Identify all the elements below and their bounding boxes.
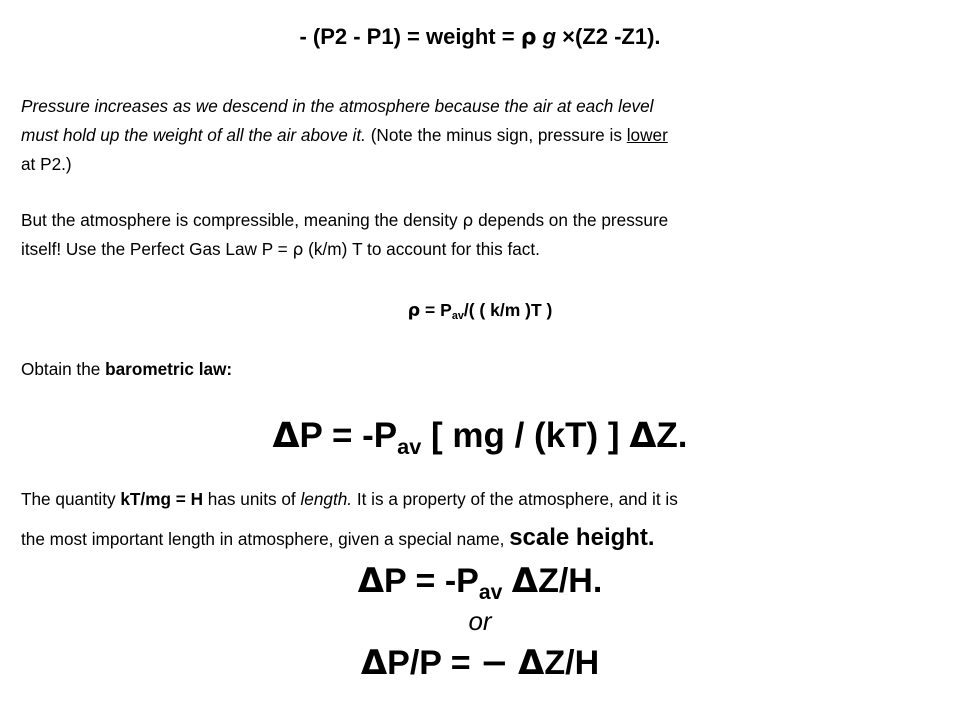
para1-line3: at P2.) [21,154,72,174]
eq-text: /( ( k/m )T ) [463,300,553,320]
para1-italic: must hold up the weight of all the air above it. [21,125,366,145]
hydrostatic-equation [0,26,960,49]
ratio-equation [0,643,960,683]
subscript-av: av [478,580,503,604]
barometric-law-term: barometric law: [105,359,233,379]
rho-symbol: ρ [292,240,304,260]
scale-height-definition: kT/mg = H [120,489,203,509]
eq-text: [ mg / (kT) ] [421,416,630,455]
para1-line2 [21,127,668,144]
obtain-text: Obtain the [21,359,106,379]
para1-underlined: lower [626,125,668,145]
para3-text: The quantity [21,489,121,509]
scale-height-equation [0,561,960,604]
para3-line1 [21,491,678,508]
para1-plain: (Note the minus sign, pressure is [365,125,627,145]
eq-text [502,562,511,600]
density-equation [0,302,960,321]
para2-line2 [21,241,540,259]
barometric-equation [0,416,960,459]
para1-line1: Pressure increases as we descend in the atmosphere because the air at each level [21,96,654,116]
eq-text: P/P = [387,644,481,682]
delta-symbol: Δ [357,561,385,601]
g-symbol: g [536,24,563,49]
delta-symbol: Δ [360,643,388,683]
obtain-line [21,361,232,378]
para3-text: has units of [203,489,301,509]
para3-text: It is a property of the atmosphere, and it is [352,489,678,509]
para2-text-c: itself! Use the Perfect Gas Law P = [21,239,293,259]
eq-prefix: - (P2 - P1) = weight = [299,24,521,49]
rho-symbol: ρ [407,301,421,321]
delta-symbol: Δ [518,643,545,683]
eq-text: P = -P [299,416,398,455]
delta-symbol: Δ [272,416,300,456]
eq-text [509,644,518,682]
minus-symbol: − [480,643,509,683]
or-connector: or [468,606,492,636]
subscript-av: av [397,433,422,459]
eq-rest: ×(Z2 -Z1). [562,24,661,49]
rho-symbol: ρ [462,211,474,231]
eq-text: P = -P [384,562,479,600]
para2-text-b: depends on the pressure [473,210,669,230]
para3-line2 [21,526,655,550]
para3-text: the most important length in atmosphere, given a special name, [21,529,510,549]
eq-text: Z. [656,416,688,455]
eq-text: Z/H. [538,562,603,600]
delta-symbol: Δ [511,561,539,601]
delta-symbol: Δ [629,416,657,456]
para2-text-d: (k/m) T to account for this fact. [303,239,540,259]
eq-text: Z/H [544,644,600,682]
rho-symbol: ρ [520,25,537,50]
para2-text-a: But the atmosphere is compressible, meaning the density [21,210,463,230]
para2-line1 [21,212,668,230]
scale-height-term: scale height. [509,524,655,551]
length-term: length. [300,489,353,509]
eq-text: = P [420,300,452,320]
subscript-av: av [451,310,464,323]
